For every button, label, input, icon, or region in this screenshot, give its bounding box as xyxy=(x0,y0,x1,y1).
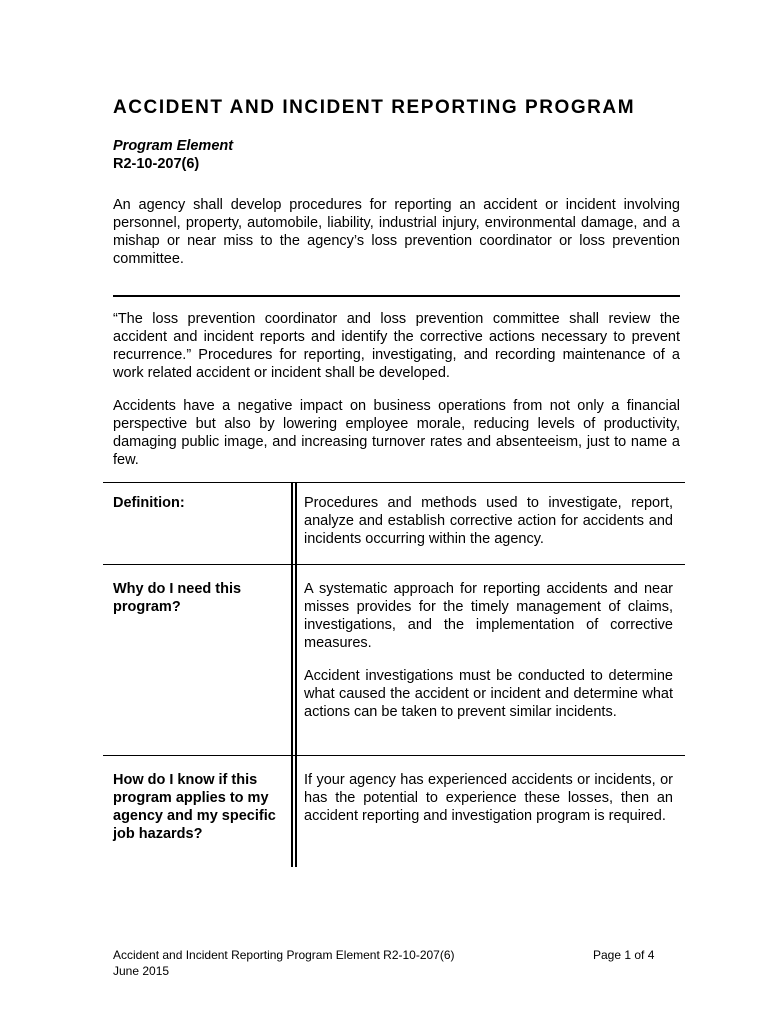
quote-paragraph: “The loss prevention coordinator and loss prevention committee shall review the accident and incident reports and identify the corrective actions necessary to prevent recurrence.” Procedures for reporting, investigating, and recording maintenance of a work related accident or incident shall be developed. xyxy=(113,311,680,381)
row-label-applies: How do I know if this program applies to my agency and my specific job hazards? xyxy=(113,772,276,842)
table-rule-row2 xyxy=(103,755,685,756)
table-column-divider xyxy=(291,482,297,867)
section-divider xyxy=(113,295,680,297)
program-element-code: R2-10-207(6) xyxy=(113,156,200,172)
program-element-label: Program Element xyxy=(113,138,234,154)
row-text-why-needed-1: A systematic approach for reporting accidents and near misses provides for the timely management of claims, investigations, and the implementation of corrective measures. xyxy=(304,581,673,651)
row-text-why-needed-2: Accident investigations must be conducted to determine what caused the accident or incident and determine what actions can be taken to prevent similar incidents. xyxy=(304,668,673,720)
footer-document-reference: Accident and Incident Reporting Program Element R2-10-207(6) xyxy=(113,948,455,962)
intro-paragraph: An agency shall develop procedures for reporting an accident or incident involving personnel, property, automobile, liability, industrial injury, environmental damage, and a mishap or near miss to the agency’s loss prevention coordinator or loss prevention committee. xyxy=(113,197,680,267)
document-title: ACCIDENT AND INCIDENT REPORTING PROGRAM xyxy=(113,97,636,118)
footer-page-number: Page 1 of 4 xyxy=(593,948,655,962)
table-rule-row1 xyxy=(103,564,685,565)
footer-left xyxy=(113,947,455,979)
row-label-definition: Definition: xyxy=(113,495,185,511)
row-text-applies: If your agency has experienced accidents or incidents, or has the potential to experience these losses, then an accident reporting and investigation program is required. xyxy=(304,772,673,824)
impact-paragraph: Accidents have a negative impact on business operations from not only a financial perspective but also by lowering employee morale, reducing levels of productivity, damaging public image, and increasing turnover rates and absenteeism, just to name a few. xyxy=(113,398,680,468)
row-label-why-needed: Why do I need this program? xyxy=(113,581,242,615)
program-info-table xyxy=(103,482,685,872)
row-text-definition: Procedures and methods used to investigate, report, analyze and establish corrective action for accidents and incidents occurring within the agency. xyxy=(304,495,673,547)
table-rule-top xyxy=(103,482,685,483)
footer-date: June 2015 xyxy=(113,964,170,978)
